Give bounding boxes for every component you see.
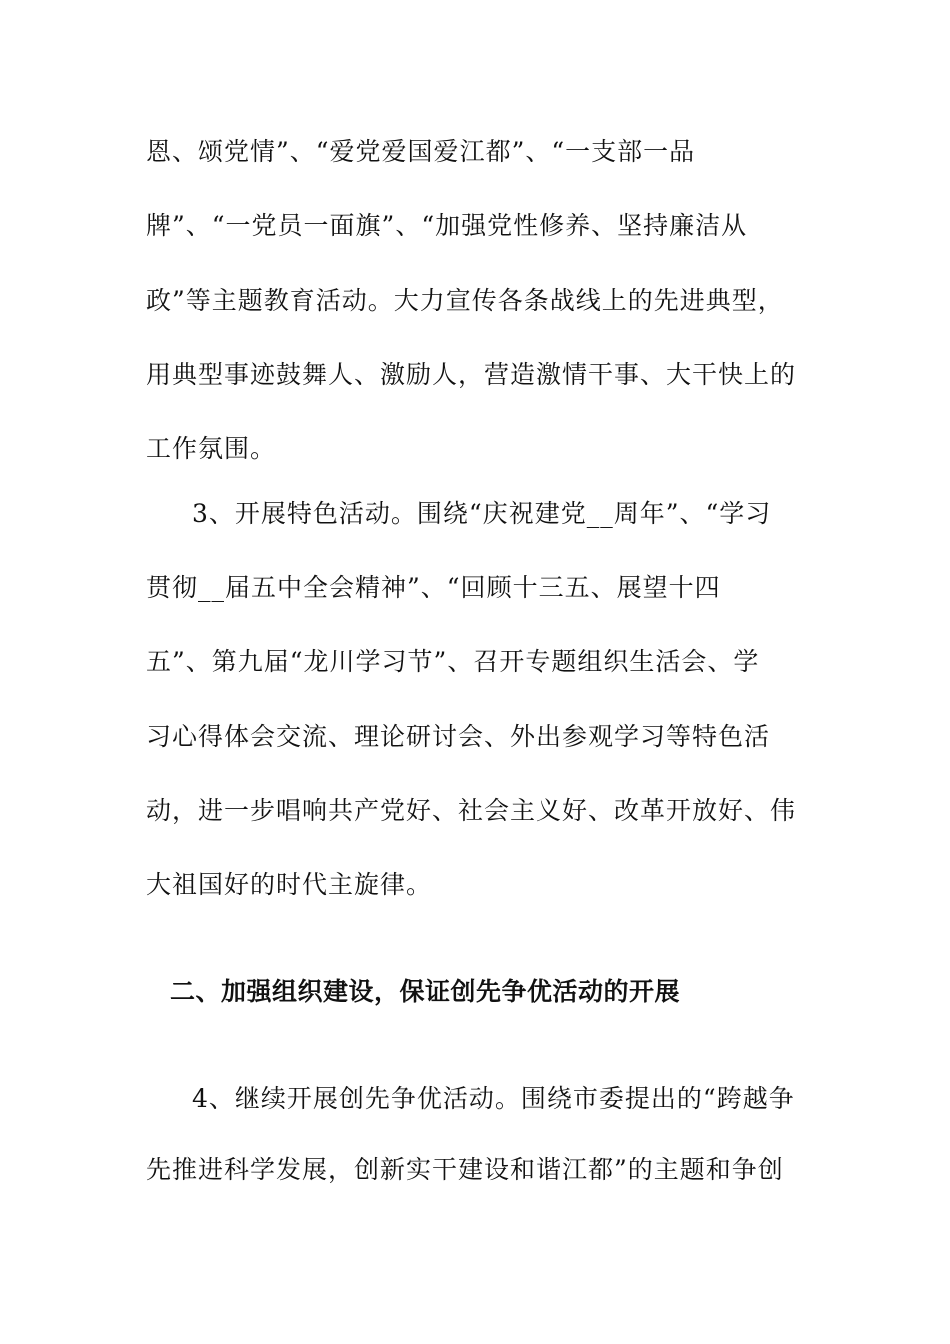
- paragraph-line: 用典型事迹鼓舞人、激励人，营造激情干事、大干快上的: [146, 360, 797, 389]
- paragraph-line: 五”、第九届“龙川学习节”、召开专题组织生活会、学: [146, 647, 760, 676]
- paragraph-line: 动，进一步唱响共产党好、社会主义好、改革开放好、伟: [146, 796, 797, 825]
- paragraph-line: 先推进科学发展，创新实干建设和谐江都”的主题和争创: [146, 1155, 784, 1184]
- section-heading: 二、加强组织建设，保证创先争优活动的开展: [170, 977, 681, 1006]
- paragraph-line-indented: 3、开展特色活动。围绕“庆祝建党__周年”、“学习: [192, 499, 772, 528]
- paragraph-line-indented: 4、继续开展创先争优活动。围绕市委提出的“跨越争: [192, 1084, 795, 1113]
- paragraph-line: 习心得体会交流、理论研讨会、外出参观学习等特色活: [146, 722, 771, 751]
- paragraph-line: 恩、颂党情”、“爱党爱国爱江都”、“一支部一品: [146, 137, 696, 166]
- paragraph-line: 大祖国好的时代主旋律。: [146, 870, 433, 899]
- paragraph-line: 贯彻__届五中全会精神”、“回顾十三五、展望十四: [146, 573, 721, 602]
- paragraph-line: 牌”、“一党员一面旗”、“加强党性修养、坚持廉洁从: [146, 211, 748, 240]
- paragraph-line: 政”等主题教育活动。大力宣传各条战线上的先进典型，: [146, 286, 784, 315]
- paragraph-line: 工作氛围。: [146, 434, 277, 463]
